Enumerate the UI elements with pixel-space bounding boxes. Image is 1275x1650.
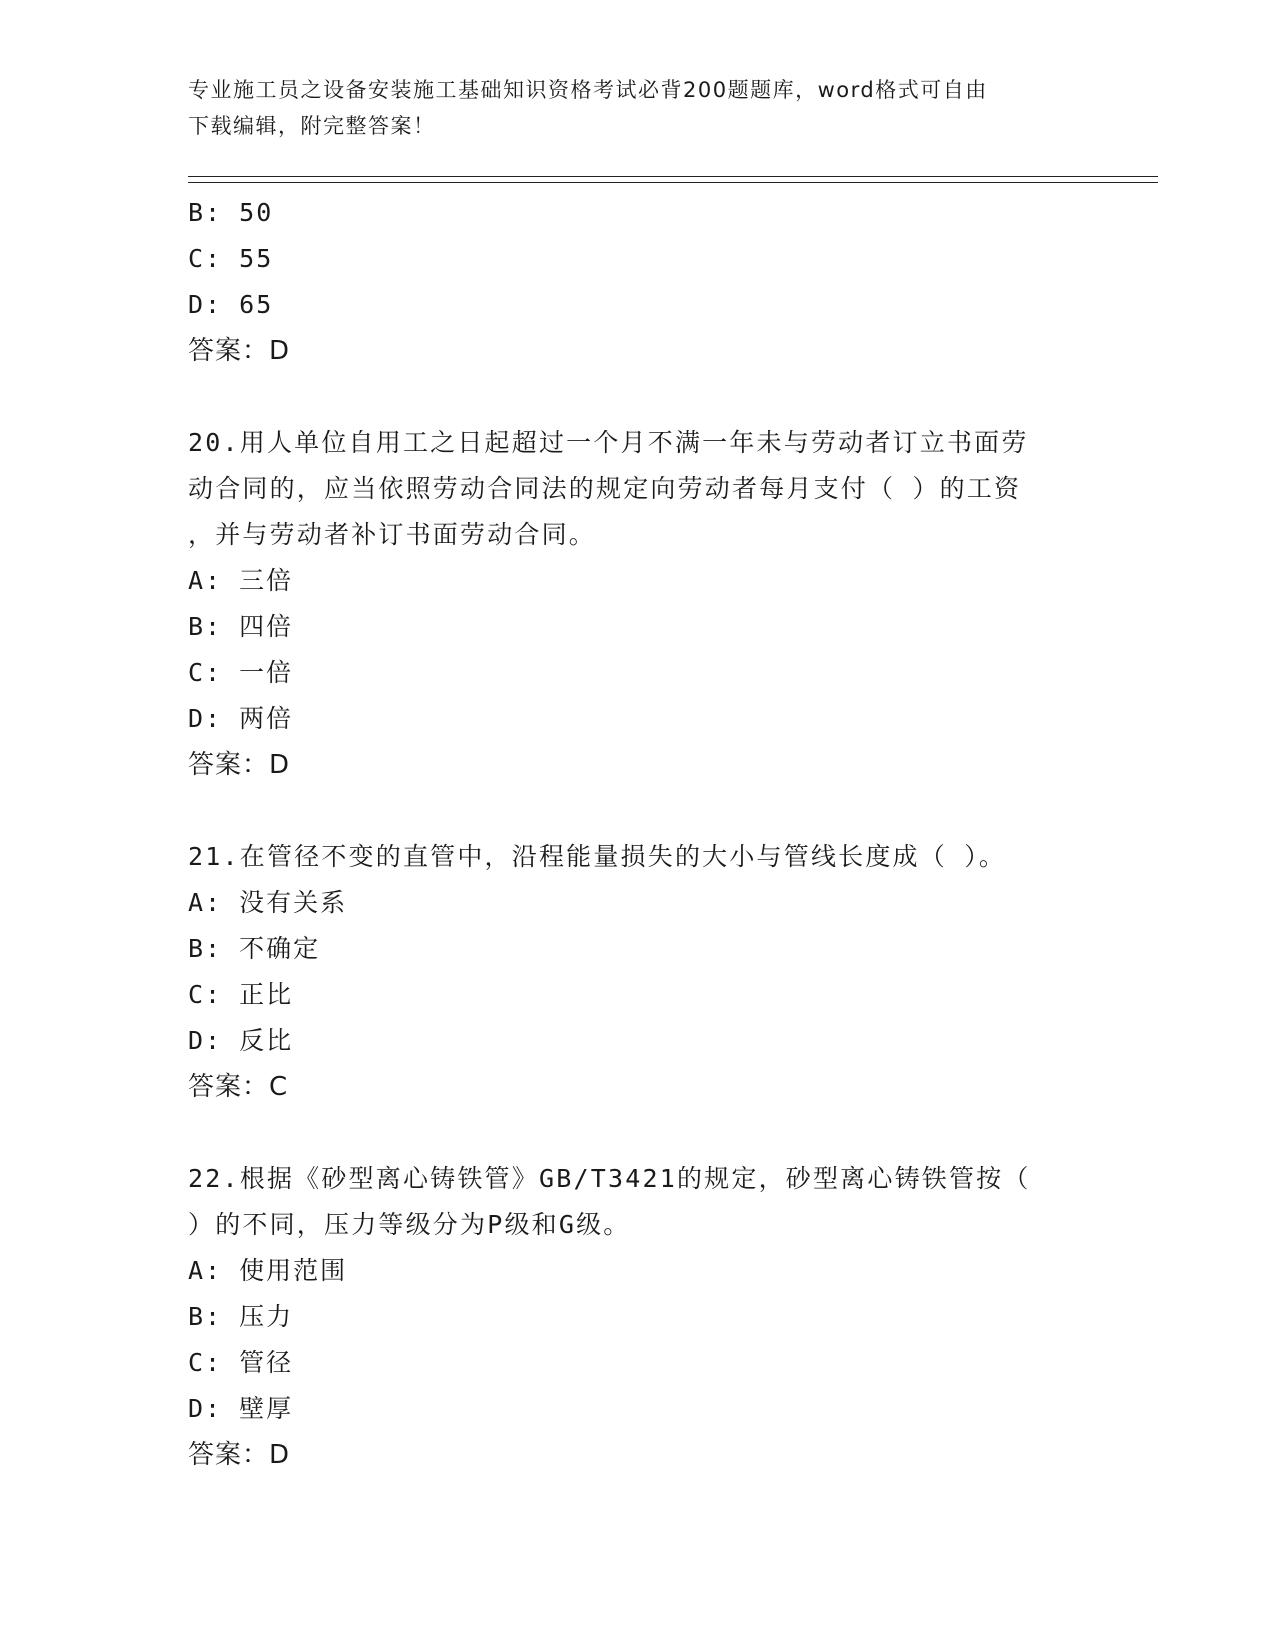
- header-divider-bottom: [188, 182, 1158, 183]
- question-21: [188, 834, 1088, 1110]
- option-d: D: 壁厚: [188, 1394, 294, 1423]
- question-stem-line: 21.在管径不变的直管中，沿程能量损失的大小与管线长度成（ ）。: [188, 842, 1007, 871]
- answer-line: 答案：D: [188, 336, 291, 366]
- option-d: D: 反比: [188, 1026, 294, 1055]
- option-c: C: 一倍: [188, 658, 294, 687]
- option-b: B: 压力: [188, 1302, 294, 1331]
- question-20: [188, 420, 1088, 788]
- question-stem-line: 22.根据《砂型离心铸铁管》GB/T3421的规定，砂型离心铸铁管按（: [188, 1164, 1031, 1193]
- option-d: D: 两倍: [188, 704, 294, 733]
- document-header: [188, 72, 1088, 144]
- question-22: [188, 1156, 1088, 1478]
- document-body: [188, 190, 1088, 1478]
- answer-line: 答案：C: [188, 1072, 289, 1102]
- header-line-2: 下载编辑，附完整答案！: [188, 114, 436, 138]
- option-a: A: 使用范围: [188, 1256, 348, 1285]
- question-19-continuation: [188, 190, 1088, 374]
- option-c: C: 管径: [188, 1348, 294, 1377]
- header-divider-top: [188, 176, 1158, 177]
- option-b: B: 50: [188, 198, 274, 227]
- spacer: [188, 788, 1088, 834]
- option-b: B: 四倍: [188, 612, 294, 641]
- answer-line: 答案：D: [188, 1440, 291, 1470]
- option-a: A: 没有关系: [188, 888, 348, 917]
- question-stem-line: 20.用人单位自用工之日起超过一个月不满一年未与劳动者订立书面劳: [188, 428, 1029, 457]
- option-c: C: 正比: [188, 980, 294, 1009]
- header-line-1: 专业施工员之设备安装施工基础知识资格考试必背200题题库，word格式可自由: [188, 78, 988, 102]
- question-stem-line: 动合同的，应当依照劳动合同法的规定向劳动者每月支付（ ）的工资: [188, 474, 1022, 503]
- spacer: [188, 1110, 1088, 1156]
- question-stem-line: ）的不同，压力等级分为P级和G级。: [188, 1210, 631, 1239]
- option-b: B: 不确定: [188, 934, 321, 963]
- option-a: A: 三倍: [188, 566, 294, 595]
- spacer: [188, 374, 1088, 420]
- option-c: C: 55: [188, 244, 274, 273]
- answer-line: 答案：D: [188, 750, 291, 780]
- option-d: D: 65: [188, 290, 274, 319]
- question-stem-line: ，并与劳动者补订书面劳动合同。: [188, 520, 597, 549]
